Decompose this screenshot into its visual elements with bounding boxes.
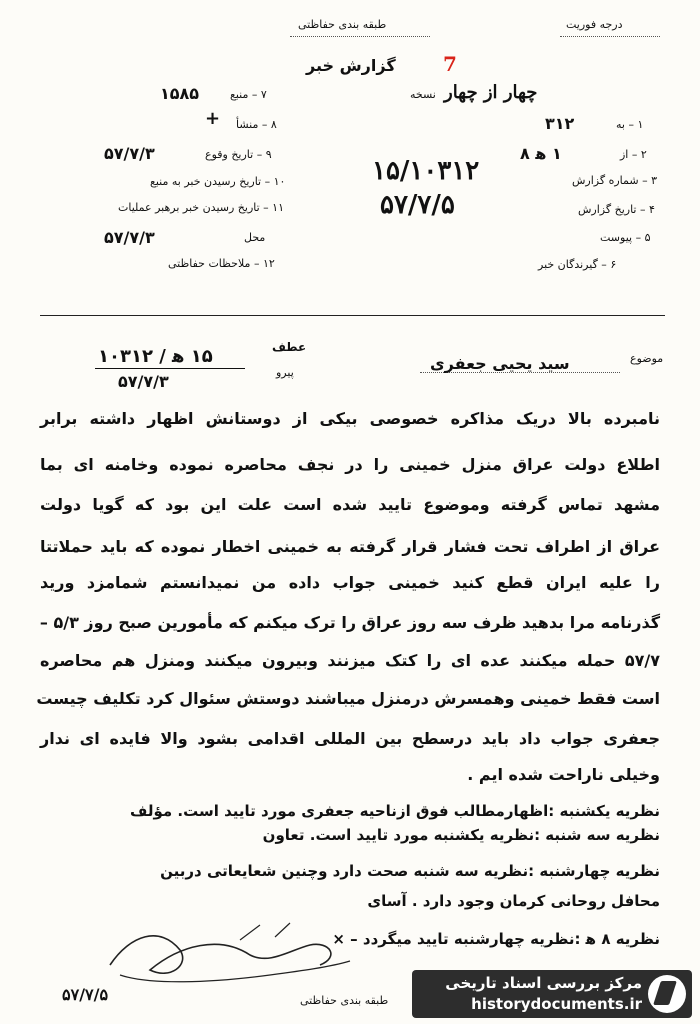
body-line: جعفری جواب داد باید درسطح بین المللی اقدامی بشود والا فایده ای ندار [40,729,660,748]
field-10-label: ۱۰ – تاریخ رسیدن خبر به منبع [150,175,286,188]
watermark-banner [412,970,692,1018]
field-3-label: ۳ – شماره گزارش [572,174,658,187]
priority-label: درجه فوریت [566,18,623,31]
field-7-label: ۷ – منبع [230,88,267,101]
theory-line: نظریه سه شنبه :نظریه یکشنبه مورد تایید است. تعاون [262,826,660,844]
atf-label: عطف [272,340,307,354]
copy-value: چهار از چهار [444,82,538,103]
theory-line: محافل روحانی کرمان وجود دارد . آسای [367,892,660,910]
document-title: گزارش خبر [306,56,396,75]
signature-scribble [90,905,390,995]
classification-label-top: طبقه بندی حفاظتی [298,18,387,31]
body-line: گذرنامه مرا بدهید ظرف سه روز عراق را ترک میکنم که مأمورین صبح روز ۵/۳ – [39,613,660,632]
body-line: عراق از اطراف تحت فشار قرار گرفته به خمینی اخطار نموده که باید حملاتتا [40,537,660,556]
watermark-text-en: historydocuments.ir [471,995,642,1013]
reference-underline [95,368,245,369]
field-3-value: ۱۵/۱۰۳۱۲ [372,156,480,186]
field-7-value: ۱۵۸۵ [160,84,200,103]
footer-date-mark: ۵۷/۷/۵ [62,985,109,1004]
subject-label: موضوع [630,352,664,365]
watermark-text-fa: مرکز بررسی اسناد تاریخی [445,974,642,992]
header-divider [40,315,665,316]
priority-underline [560,36,660,37]
field-9-value: ۵۷/۷/۳ [104,144,155,163]
copy-label: نسخه [410,88,436,101]
field-1-value: ۳۱۲ [545,114,575,133]
theory-line: نظریه یکشنبه :اظهارمطالب فوق ازناحیه جعفری مورد تایید است. مؤلف [130,802,660,820]
reference-number: ۱۵ ه‍ / ۱۰۳۱۲ [98,346,213,367]
field-4-label: ۴ – تاریخ گزارش [578,203,655,216]
field-11-label: ۱۱ – تاریخ رسیدن خبر برهبر عملیات [118,201,284,214]
field-1-label: ۱ – به [616,118,644,131]
field-8-value: + [205,108,221,129]
field-5-label: ۵ – پیوست [600,231,651,244]
field-4-value: ۵۷/۷/۵ [380,190,455,220]
subject-value: سید یحیی جعفری [430,354,570,373]
body-line: مشهد تماس گرفته وموضوع تایید شده است علت این بود که گویا دولت [40,495,660,514]
body-line: ۵۷/۷ حمله میکنند عده ای را کتک میزنند وبیرون میکنند ومنزل هم محاصره [40,651,660,670]
archive-logo-icon [648,975,686,1013]
theory-line: نظریه ۸ ه‍ :نظریه چهارشنبه تایید میگردد – × [332,930,660,948]
peyro-label: پیرو [276,366,294,379]
body-line: وخیلی ناراحت شده ایم . [467,765,660,784]
field-11-value: ۵۷/۷/۳ [104,228,155,247]
field-6-label: ۶ – گیرندگان خبر [538,258,617,271]
body-line: نامبرده بالا دریک مذاکره خصوصی بیکی از دوستانش اظهار داشته برابر [40,409,660,428]
field-2-value: ۱ ه‍ ۸ [520,144,562,163]
classification-label-bottom: طبقه بندی حفاظتی [300,994,389,1007]
theory-line: نظریه چهارشنبه :نظریه سه شنبه صحت دارد وچنین شعایعاتی دربین [160,862,660,880]
body-line: است فقط خمینی وهمسرش درمنزل میباشند دوستش سئوال کرد تکلیف چیست [36,689,660,708]
reference-date: ۵۷/۷/۳ [118,372,169,391]
red-tick-mark: 7 [443,52,457,76]
field-8-label: ۸ – منشأ [236,118,277,131]
location-label: محل [244,231,266,244]
field-9-label: ۹ – تاریخ وقوع [205,148,272,161]
body-line: اطلاع دولت عراق منزل خمینی را در نجف محاصره نموده وخامنه ای بما [40,455,660,474]
body-line: را علیه ایران قطع کنید خمینی جواب داده من نمیدانستم شمامزد ورید [40,573,660,592]
field-12-label: ۱۲ – ملاحظات حفاظتی [168,257,275,270]
classification-underline [290,36,430,37]
field-2-label: ۲ – از [620,148,647,161]
